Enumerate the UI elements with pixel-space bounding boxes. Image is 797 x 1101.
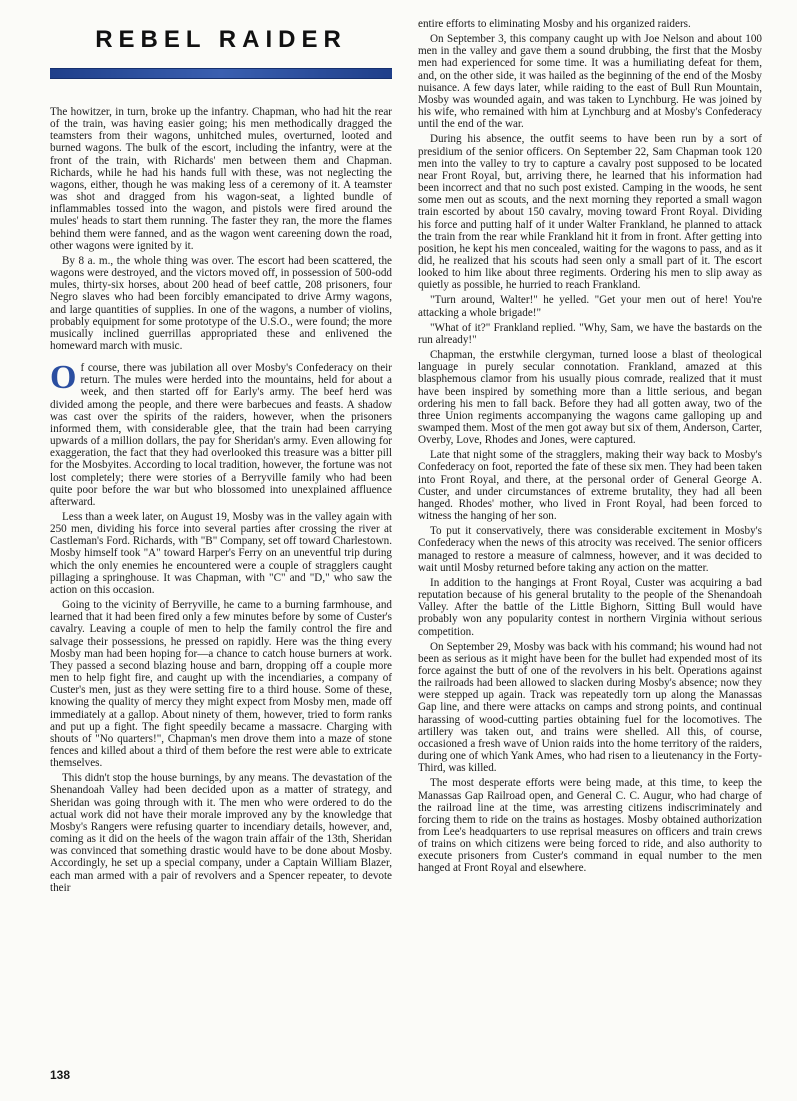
paragraph: This didn't stop the house burnings, by any means. The devastation of the Shenandoah Valley had been decided upon as a matter of strategy, and Sheridan was going through with it. The men who were ordered to do the actual work did not have their morale improved any by the knowledge that Mosby's Rangers were refusing quarter to incendiary details, however, and, coming as it did on the heels of the wagon train affair of the 13th, Sheridan was convinced that something drastic would have to be done about Mosby. Accordingly, he set up a special company, under a Captain William Blazer, each man armed with a pair of revolvers and a Spencer repeater, to devote their <box>50 772 392 894</box>
paragraph: "Turn around, Walter!" he yelled. "Get your men out of here! You're attacking a whole brigade!" <box>418 294 762 319</box>
paragraph: The most desperate efforts were being made, at this time, to keep the Manassas Gap Railroad open, and General C. C. Augur, who had charge of the railroad line at the time, was arresting citizens indiscriminately and forcing them to ride on the trains as hostages. Mosby obtained authorization from Lee's headquarters to use reprisal measures on officers and train crews of trains on which citizens were being forced to ride, and also authority to execute prisoners from Custer's command in equal number to the men hanged at Front Royal and elsewhere. <box>418 777 762 875</box>
page-number: 138 <box>50 1068 71 1082</box>
paragraph: "What of it?" Frankland replied. "Why, Sam, we have the bastards on the run already!" <box>418 321 762 346</box>
paragraph: On September 3, this company caught up with Joe Nelson and about 100 men in the valley and gave them a sound drubbing, the first that the Mosby men had experienced for some time. It was a humiliating defeat for them, and, on the other side, it was hailed as the beginning of the end of the Mosby nuisance. A few days later, while raiding to the east of Bull Run Mountain, Mosby was wounded again, and was taken to Lynchburg. He was joined by his wife, who remained with him at Lynchburg and at Mosby's Confederacy until the end of the war. <box>418 33 762 131</box>
paragraph: During his absence, the outfit seems to have been run by a sort of presidium of the senior officers. On September 22, Sam Chapman took 120 men into the valley to try to capture a cavalry post supposed to be located near Front Royal, but, arriving there, he learned that his information had been incorrect and that no such post existed. Camping in the woods, he sent some men out as scouts, and the next morning they reported a small wagon train escorted by about 150 cavalry, moving toward Front Royal. Dividing his force and putting half of it under Walter Frankland, he planned to attack the train from the rear while Frankland hit it from in front. After getting into position, he kept his men concealed, waiting for the wagons to pass, and as it did, he realized that his scouts had seen only a small part of it. The escort looked to him like about three regiments. Ordering his men to slip away as quietly as possible, he hurried to reach Frankland. <box>418 133 762 292</box>
paragraph: By 8 a. m., the whole thing was over. The escort had been scattered, the wagons were destroyed, and the victors moved off, in possession of 500-odd mules, thirty-six horses, about 200 head of beef cattle, 208 prisoners, four Negro slaves who had been forcibly emancipated to drive Army wagons, and large quantities of supplies. In one of the wagons, a number of violins, probably equipment for some prototype of the U.S.O., were found; the more musically inclined guerrillas appropriated these and enlivened the homeward march with music. <box>50 254 392 352</box>
paragraph: On September 29, Mosby was back with his command; his wound had not been as serious as it might have been for the bullet had expended most of its force against the butt of one of the revolvers in his belt. Operations against the railroads had been allowed to slacken during Mosby's absence; now they were stepped up again. Track was repeatedly torn up along the Manassas Gap line, and there were attacks on camps and strong points, and continual harassing of wood-cutting parties obtaining fuel for the locomotives. The artillery was taken out, and trains were shelled. All this, of course, occasioned a fresh wave of Union raids into the home territory of the raiders, during one of which Yank Ames, who had risen to a lieutenancy in the Forty-Third, was killed. <box>418 640 762 775</box>
left-column <box>50 106 392 897</box>
drop-cap: O <box>50 359 77 397</box>
paragraph-text: f course, there was jubilation all over Mosby's Confederacy on their return. The mules were herded into the mountains, held for about a week, and then started off for Early's army. The beef herd was divided among the people, and there were barbecues and feasts. A shadow was cast over the spirits of the raiders, however, when the prisoners informed them, with considerable glee, that the train had been carrying upwards of a million dollars, the pay for Sheridan's army. Even allowing for exaggeration, the fact that they had overlooked this treasure was a bitter pill for the Mosbyites. According to local tradition, however, the fortune was not lost completely; there were stories of a Berryville family who had been quite poor before the war but who blossomed into unexplained affluence afterward. <box>50 362 392 508</box>
paragraph: The howitzer, in turn, broke up the infantry. Chapman, who had hit the rear of the train, was having easier going; his men methodically dragged the teamsters from their wagons, unhitched mules, overturned, looted and burned wagons. The bulk of the escort, including the infantry, were at the front of the train, with Richards' men between them and Chapman. Richards, while he had his hands full with these, was not neglecting the wagons, either, though he was making less of a ceremony of it. A teamster was shot and dragged from his wagon-seat, a lighted bundle of inflammables tossed into the wagon, and pistols were fired around the mules' heads to start them running. The faster they ran, the more the flames behind them were fanned, and as the wagon went careening down the road, other wagons were ignited by it. <box>50 106 392 252</box>
paragraph: Chapman, the erstwhile clergyman, turned loose a blast of theological language in purely secular connotation. Frankland, amazed at this blasphemous clamor from his usually pious comrade, realized that it must have been inspired by something more than a little serious, and began ordering his men to fall back. Before they had all gotten away, two of the three Union regiments accompanying the wagons came galloping up and swamped them. Most of the men got away but six of them, Anderson, Carter, Overby, Love, Rhodes and Jones, were captured. <box>418 349 762 447</box>
title-underline-bar <box>50 68 392 79</box>
paragraph: Less than a week later, on August 19, Mosby was in the valley again with 250 men, dividing his force into several parties after crossing the river at Castleman's Ford. Richards, with "B" Company, set off toward Charlestown. Mosby himself took "A" toward Harper's Ferry on an uneventful trip during which the only enemies he encountered were a couple of stragglers caught pillaging a springhouse. It was Chapman, with "C" and "D," who saw the action on this occasion. <box>50 511 392 596</box>
paragraph: Late that night some of the stragglers, making their way back to Mosby's Confederacy on foot, reported the fate of these six men. They had been taken into Front Royal, and there, at the personal order of General George A. Custer, and under circumstances of extreme brutality, they had all been hanged. Rhodes' mother, who lived in Front Royal, had been forced to witness the hanging of her son. <box>418 449 762 523</box>
article-header <box>50 24 392 79</box>
section-opening-paragraph <box>50 359 392 508</box>
paragraph: In addition to the hangings at Front Royal, Custer was acquiring a bad reputation because of his general brutality to the people of the Shenandoah Valley. After the battle of the Little Bighorn, Sitting Bull would have probably won any popularity contest in northern Virginia without serious competition. <box>418 576 762 638</box>
paragraph: entire efforts to eliminating Mosby and his organized raiders. <box>418 18 691 30</box>
right-column <box>418 18 762 878</box>
paragraph: To put it conservatively, there was considerable excitement in Mosby's Confederacy when the news of this atrocity was received. The senior officers managed to restore a measure of calmness, however, and it was decided to wait until Mosby returned before taking any action on the matter. <box>418 525 762 574</box>
paragraph: Going to the vicinity of Berryville, he came to a burning farmhouse, and learned that it had been fired only a few minutes before by some of Custer's cavalry. Leaving a couple of men to help the family control the fire and salvage their possessions, he pressed on rapidly. Here was the thing every Mosby man had been hoping for—a chance to catch house burners at work. They passed a second blazing house and barn, dropping off a couple more men to help fight fire, and caught up with the incendiaries, a company of Custer's men, just as they were setting fire to a third house. Some of these, knowing the quality of mercy they might expect from Mosby men, made off immediately at a gallop. About ninety of them, however, tried to form ranks and put up a fight. The fight speedily became a massacre. Charging with shouts of "No quarters!", Chapman's men drove them into a maze of stone fences and killed about a third of them before the rest were able to extricate themselves. <box>50 599 392 770</box>
article-title: REBEL RAIDER <box>95 26 347 53</box>
